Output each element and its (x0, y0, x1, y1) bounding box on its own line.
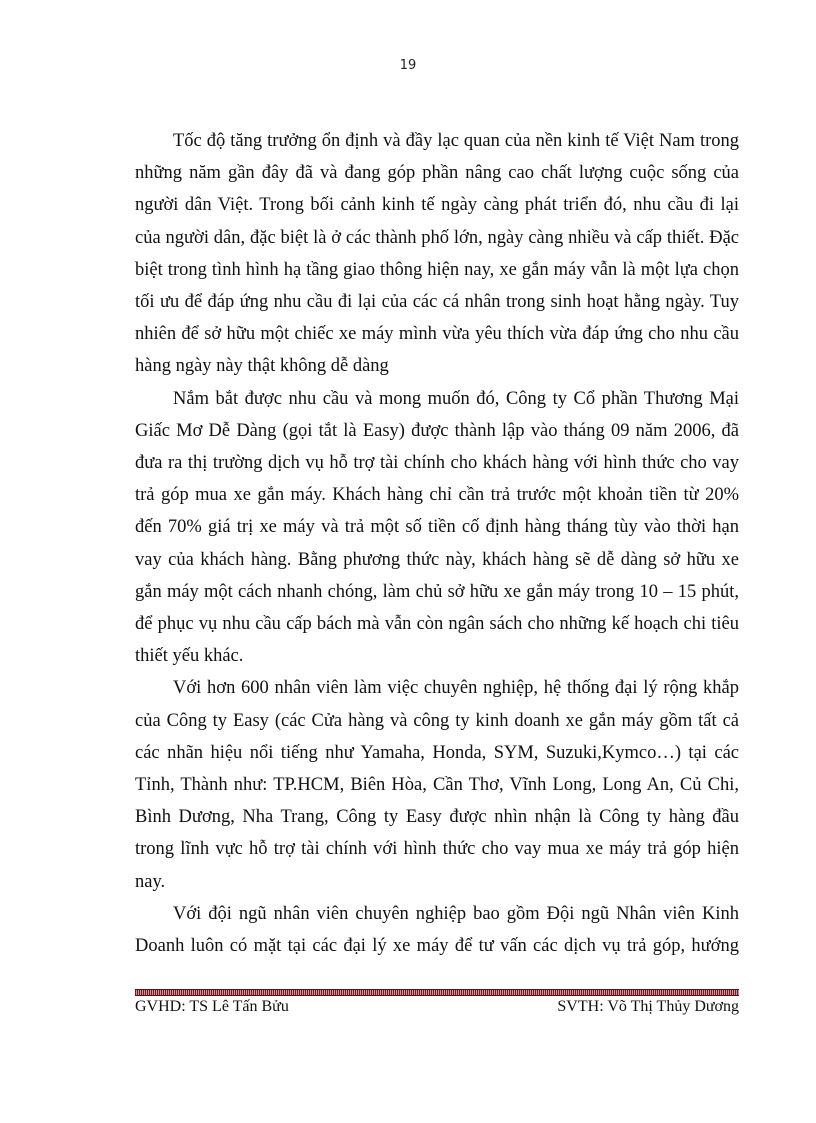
paragraph: Nắm bắt được nhu cầu và mong muốn đó, Công ty Cổ phần Thương Mại Giấc Mơ Dễ Dàng (gọi tắt là Easy) được thành lập vào tháng 09 năm 2006, đã đưa ra thị trường dịch vụ hỗ trợ tài chính cho khách hàng với hình thức cho vay trả góp mua xe gắn máy. Khách hàng chỉ cần trả trước một khoản tiền từ 20% đến 70% giá trị xe máy và trả một số tiền cố định hàng tháng tùy vào thời hạn vay của khách hàng. Bằng phương thức này, khách hàng sẽ dễ dàng sở hữu xe gắn máy một cách nhanh chóng, làm chủ sở hữu xe gắn máy trong 10 – 15 phút, để phục vụ nhu cầu cấp bách mà vẫn còn ngân sách cho những kế hoạch chi tiêu thiết yếu khác. (135, 388, 739, 667)
footer-divider (135, 989, 739, 996)
page-number: 19 (399, 58, 417, 73)
footer-student: SVTH: Võ Thị Thủy Dương (557, 998, 739, 1015)
paragraph: Tốc độ tăng trưởng ổn định và đầy lạc quan của nền kinh tế Việt Nam trong những năm gần đây đã và đang góp phần nâng cao chất lượng cuộc sống của người dân Việt. Trong bối cảnh kinh tế ngày càng phát triển đó, nhu cầu đi lại của người dân, đặc biệt là ở các thành phố lớn, ngày càng nhiều và cấp thiết. Đặc biệt trong tình hình hạ tầng giao thông hiện nay, xe gắn máy vẫn là một lựa chọn tối ưu để đáp ứng nhu cầu đi lại của các cá nhân trong sinh hoạt hằng ngày. Tuy nhiên để sở hữu một chiếc xe máy mình vừa yêu thích vừa đáp ứng cho nhu cầu hàng ngày này thật không dễ dàng (135, 131, 739, 377)
paragraph: Với đội ngũ nhân viên chuyên nghiệp bao gồm Đội ngũ Nhân viên Kinh Doanh luôn có mặt tại các đại lý xe máy để tư vấn các dịch vụ trả góp, hướng (135, 903, 739, 957)
footer-advisor: GVHD: TS Lê Tấn Bửu (135, 998, 289, 1015)
body-text (135, 125, 739, 962)
paragraph: Với hơn 600 nhân viên làm việc chuyên nghiệp, hệ thống đại lý rộng khắp của Công ty Easy (các Cửa hàng và công ty kinh doanh xe gắn máy gồm tất cả các nhãn hiệu nổi tiếng như Yamaha, Honda, SYM, Suzuki,Kymco…) tại các Tỉnh, Thành như: TP.HCM, Biên Hòa, Cần Thơ, Vĩnh Long, Long An, Củ Chi, Bình Dương, Nha Trang, Công ty Easy được nhìn nhận là Công ty hàng đầu trong lĩnh vực hỗ trợ tài chính với hình thức cho vay mua xe máy trả góp hiện nay. (135, 678, 739, 892)
